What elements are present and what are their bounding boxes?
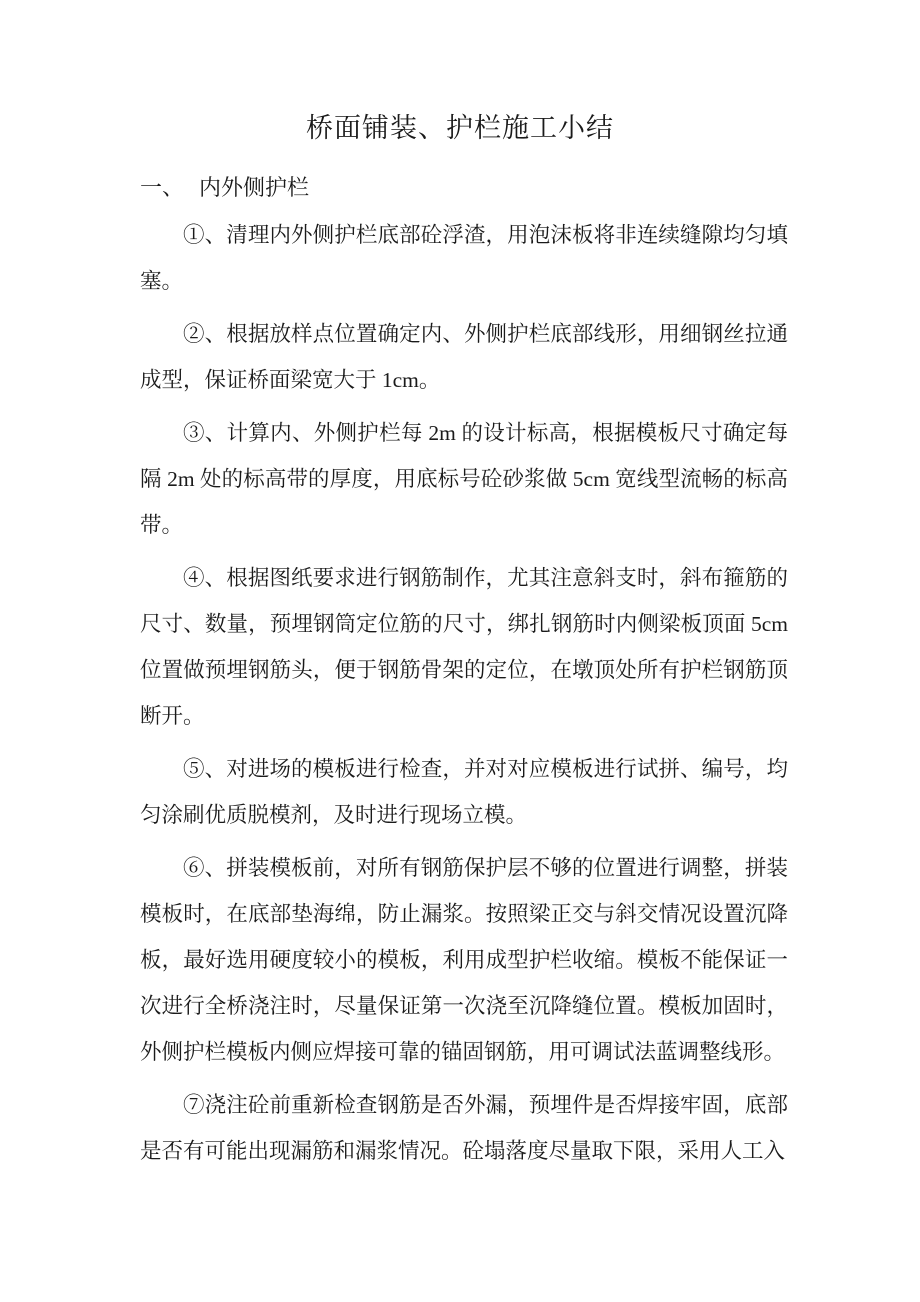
- paragraph-4: ④、根据图纸要求进行钢筋制作，尤其注意斜支时，斜布箍筋的尺寸、数量，预埋钢筒定位筋的尺寸，绑扎钢筋时内侧梁板顶面 5cm 位置做预埋钢筋头，便于钢筋骨架的定位，在墩顶处所有护栏钢筋顶断开。: [140, 566, 788, 728]
- paragraph-3: ③、计算内、外侧护栏每 2m 的设计标高，根据模板尺寸确定每隔 2m 处的标高带的厚度，用底标号砼砂浆做 5cm 宽线型流畅的标高带。: [140, 421, 788, 537]
- paragraph-5: ⑤、对进场的模板进行检查，并对对应模板进行试拼、编号，均匀涂刷优质脱模剂，及时进行现场立模。: [140, 757, 788, 827]
- paragraph-6: ⑥、拼装模板前，对所有钢筋保护层不够的位置进行调整，拼装模板时，在底部垫海绵，防止漏浆。按照梁正交与斜交情况设置沉降板，最好选用硬度较小的模板，利用成型护栏收缩。模板不能保证一次进行全桥浇注时，尽量保证第一次浇至沉降缝位置。模板加固时，外侧护栏模板内侧应焊接可靠的锚固钢筋，用可调试法蓝调整线形。: [140, 856, 788, 1064]
- paragraph-7: ⑦浇注砼前重新检查钢筋是否外漏，预埋件是否焊接牢固，底部是否有可能出现漏筋和漏浆情况。砼塌落度尽量取下限，采用人工入: [140, 1093, 788, 1163]
- section-heading: [140, 172, 788, 204]
- paragraph-1: ①、清理内外侧护栏底部砼浮渣，用泡沫板将非连续缝隙均匀填塞。: [140, 223, 788, 293]
- paragraph-2: ②、根据放样点位置确定内、外侧护栏底部线形，用细钢丝拉通成型，保证桥面梁宽大于 1cm。: [140, 322, 788, 392]
- section-title: 内外侧护栏: [199, 175, 310, 200]
- document-body: [140, 172, 788, 1174]
- document-title: 桥面铺装、护栏施工小结: [306, 113, 614, 143]
- section-number: 一、: [140, 175, 185, 200]
